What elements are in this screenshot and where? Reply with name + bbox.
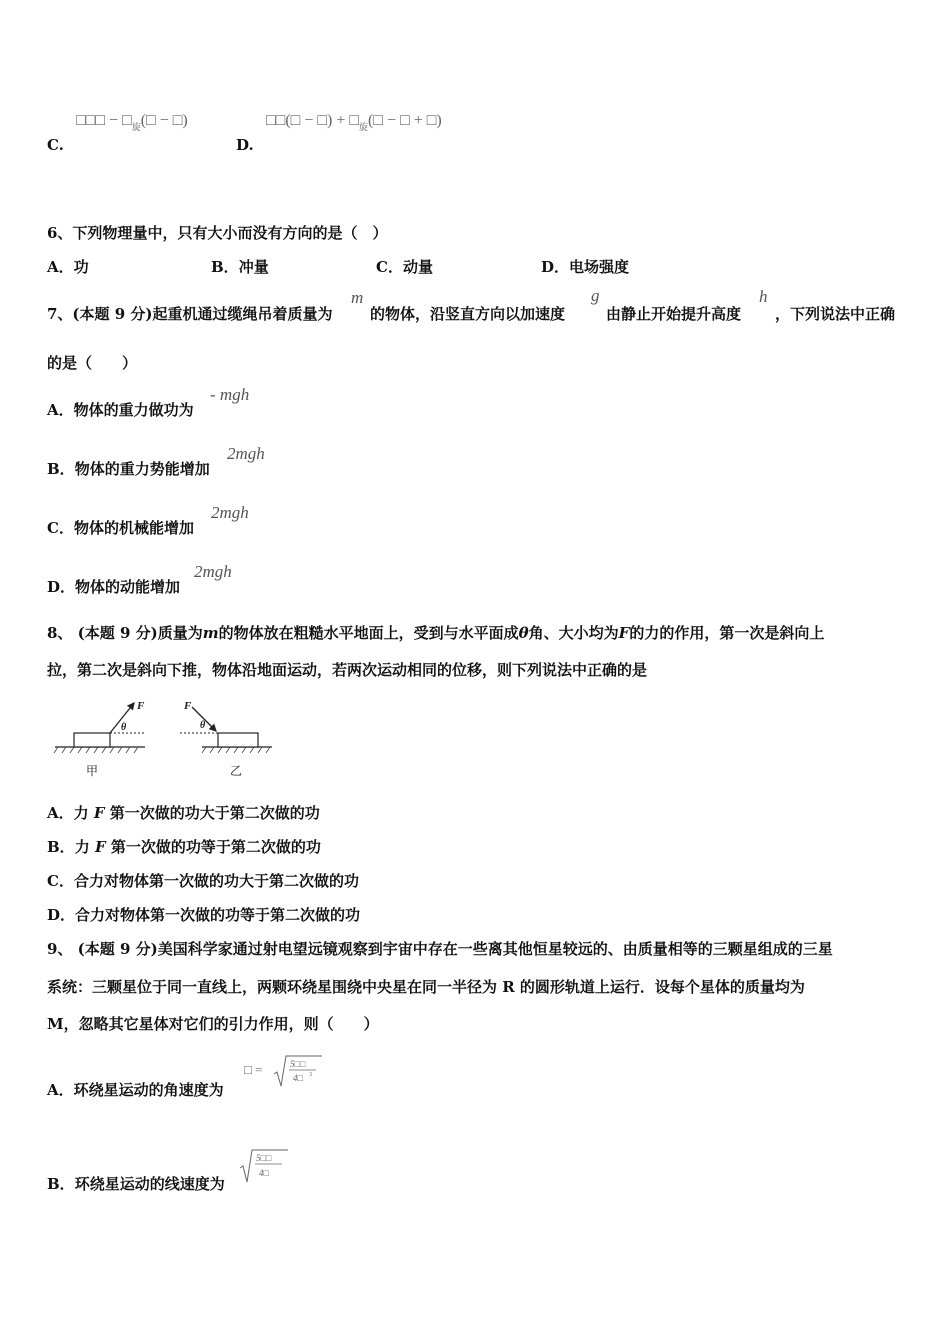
q6-option-text: 动量 bbox=[402, 258, 433, 276]
q5-d-formula bbox=[266, 112, 442, 133]
q5-d-formula-right: (□ − □ + □) bbox=[368, 112, 442, 129]
q8-option-pre: 力 bbox=[73, 804, 89, 822]
q9-option-a-num: 5□□ bbox=[290, 1059, 306, 1069]
q5-c-formula-sub: 旋 bbox=[131, 122, 141, 132]
q8-figure-left bbox=[54, 700, 145, 778]
q8-figure-angle-label: θ bbox=[200, 720, 206, 731]
q7-option-text: 物体的重力做功为 bbox=[73, 401, 194, 419]
q9-option-text: 环绕星运动的线速度为 bbox=[74, 1175, 225, 1193]
q5-c-formula-right: (□ − □) bbox=[140, 112, 188, 129]
q9-option-a-formula bbox=[244, 1052, 324, 1092]
q7-option-text: 物体的重力势能增加 bbox=[74, 460, 210, 478]
q7-option-text: 物体的机械能增加 bbox=[73, 519, 194, 537]
q9-option-a-lhs: □ = bbox=[244, 1062, 263, 1077]
q7-option-a bbox=[47, 400, 194, 420]
q8-option-label: D． bbox=[47, 906, 76, 924]
q8-figure-angle-label: θ bbox=[121, 722, 127, 733]
q8-figure-force-label: F bbox=[137, 700, 145, 712]
q8-stem-m: m bbox=[202, 624, 219, 642]
q6-options bbox=[47, 257, 907, 277]
q9-option-text: 环绕星运动的角速度为 bbox=[73, 1081, 224, 1099]
q8-option-label: A． bbox=[47, 804, 74, 822]
q8-option-F: F bbox=[93, 804, 105, 822]
q7-stem-part4: ，下列说法中正确 bbox=[775, 305, 896, 323]
q6-option-label: D． bbox=[541, 258, 570, 276]
q8-figure bbox=[50, 695, 290, 785]
q7-stem-part1: 7、(本题 9 分)起重机通过缆绳吊着质量为 bbox=[47, 305, 333, 323]
q5-d-label: D. bbox=[236, 136, 254, 154]
q7-option-c-formula: 2mgh bbox=[211, 503, 249, 522]
q8-option-b bbox=[47, 837, 321, 857]
q8-option-text: 合力对物体第一次做的功大于第二次做的功 bbox=[73, 872, 359, 890]
q8-option-pre: 力 bbox=[74, 838, 90, 856]
q8-option-text: 合力对物体第一次做的功等于第二次做的功 bbox=[75, 906, 361, 924]
q7-option-b-formula: 2mgh bbox=[227, 444, 265, 463]
q5-c-formula bbox=[76, 112, 188, 133]
q6-option-text: 功 bbox=[73, 258, 89, 276]
q8-stem-line1-d: 的力的作用，第一次是斜向上 bbox=[629, 624, 825, 642]
q7-stem-part2: 的物体，沿竖直方向以加速度 bbox=[370, 305, 566, 323]
q9-option-label: A． bbox=[47, 1081, 74, 1099]
q6-option-a bbox=[47, 257, 89, 277]
q7-option-label: A． bbox=[47, 401, 74, 419]
q9-option-a bbox=[47, 1080, 224, 1100]
q8-figure-right-caption: 乙 bbox=[230, 764, 243, 778]
q6-option-label: C． bbox=[376, 258, 403, 276]
q7-var-g: g bbox=[591, 286, 600, 305]
q8-figure-right bbox=[180, 700, 272, 778]
q8-option-label: C． bbox=[47, 872, 74, 890]
q6-option-c bbox=[376, 257, 433, 277]
q7-option-b bbox=[47, 459, 210, 479]
q9-option-b bbox=[47, 1174, 225, 1194]
q5-c-formula-left: □□□ − □ bbox=[76, 112, 132, 129]
q7-option-c bbox=[47, 518, 194, 538]
q7-stem-line2: 的是（ ） bbox=[47, 354, 138, 372]
q7-option-a-formula: - mgh bbox=[210, 385, 250, 404]
q7-option-d-formula: 2mgh bbox=[194, 562, 232, 581]
q9-option-a-exp: 3 bbox=[309, 1072, 312, 1078]
q7-stem-part3: 由静止开始提升高度 bbox=[606, 305, 742, 323]
q8-stem-line1-a: 8、 (本题 9 分)质量为 bbox=[47, 624, 203, 642]
q8-stem-line1-c: 角、大小均为 bbox=[528, 624, 619, 642]
q6-option-text: 电场强度 bbox=[569, 258, 630, 276]
q6-option-b bbox=[211, 257, 269, 277]
q8-stem-line2: 拉，第二次是斜向下推，物体沿地面运动，若两次运动相同的位移，则下列说法中正确的是 bbox=[47, 661, 648, 679]
q9-option-label: B． bbox=[47, 1175, 75, 1193]
q7-option-label: C． bbox=[47, 519, 74, 537]
q8-figure-left-caption: 甲 bbox=[86, 764, 99, 778]
q6-option-d bbox=[541, 257, 629, 277]
q8-stem-F: F bbox=[618, 624, 630, 642]
q6-stem: 6、下列物理量中，只有大小而没有方向的是（ ） bbox=[47, 224, 388, 242]
q7-option-d bbox=[47, 577, 180, 597]
q8-stem-line1-b: 的物体放在粗糙水平地面上，受到与水平面成 bbox=[218, 624, 519, 642]
q8-stem-line1 bbox=[47, 623, 824, 643]
q9-stem-line2: 系统：三颗星位于同一直线上，两颗环绕星围绕中央星在同一半径为 R 的圆形轨道上运行．设每个星体的质量均为 bbox=[47, 978, 805, 996]
q9-option-b-num: 5□□ bbox=[256, 1153, 272, 1163]
q8-option-text: 第一次做的功等于第二次做的功 bbox=[110, 838, 321, 856]
q9-option-a-den: 4□ bbox=[293, 1073, 303, 1083]
q5-d-formula-sub: 旋 bbox=[359, 122, 369, 132]
q9-option-b-den: 4□ bbox=[259, 1168, 269, 1178]
q7-var-m: m bbox=[351, 288, 364, 307]
q5-d-formula-left: □□(□ − □) + □ bbox=[266, 112, 360, 129]
q7-option-label: B． bbox=[47, 460, 75, 478]
q8-stem-theta: θ bbox=[518, 624, 529, 642]
q6-option-label: B． bbox=[211, 258, 239, 276]
q6-option-label: A． bbox=[47, 258, 74, 276]
q8-option-text: 第一次做的功大于第二次做的功 bbox=[109, 804, 320, 822]
q9-stem-line1: 9、 (本题 9 分)美国科学家通过射电望远镜观察到宇宙中存在一些离其他恒星较远的、由质量相等的三颗星组成的三星 bbox=[47, 940, 833, 958]
q8-option-label: B． bbox=[47, 838, 75, 856]
q7-option-text: 物体的动能增加 bbox=[75, 578, 181, 596]
q8-option-c bbox=[47, 871, 359, 891]
q8-option-a bbox=[47, 803, 320, 823]
q8-option-d bbox=[47, 905, 360, 925]
q8-figure-force-label: F bbox=[184, 700, 192, 712]
q9-stem-line3: M，忽略其它星体对它们的引力作用，则（ ） bbox=[47, 1015, 379, 1033]
q5-c-label: C. bbox=[47, 136, 64, 154]
q7-var-h: h bbox=[759, 287, 768, 306]
q9-option-b-formula bbox=[240, 1146, 290, 1186]
q6-option-text: 冲量 bbox=[238, 258, 269, 276]
q8-option-F: F bbox=[94, 838, 106, 856]
q7-option-label: D． bbox=[47, 578, 76, 596]
